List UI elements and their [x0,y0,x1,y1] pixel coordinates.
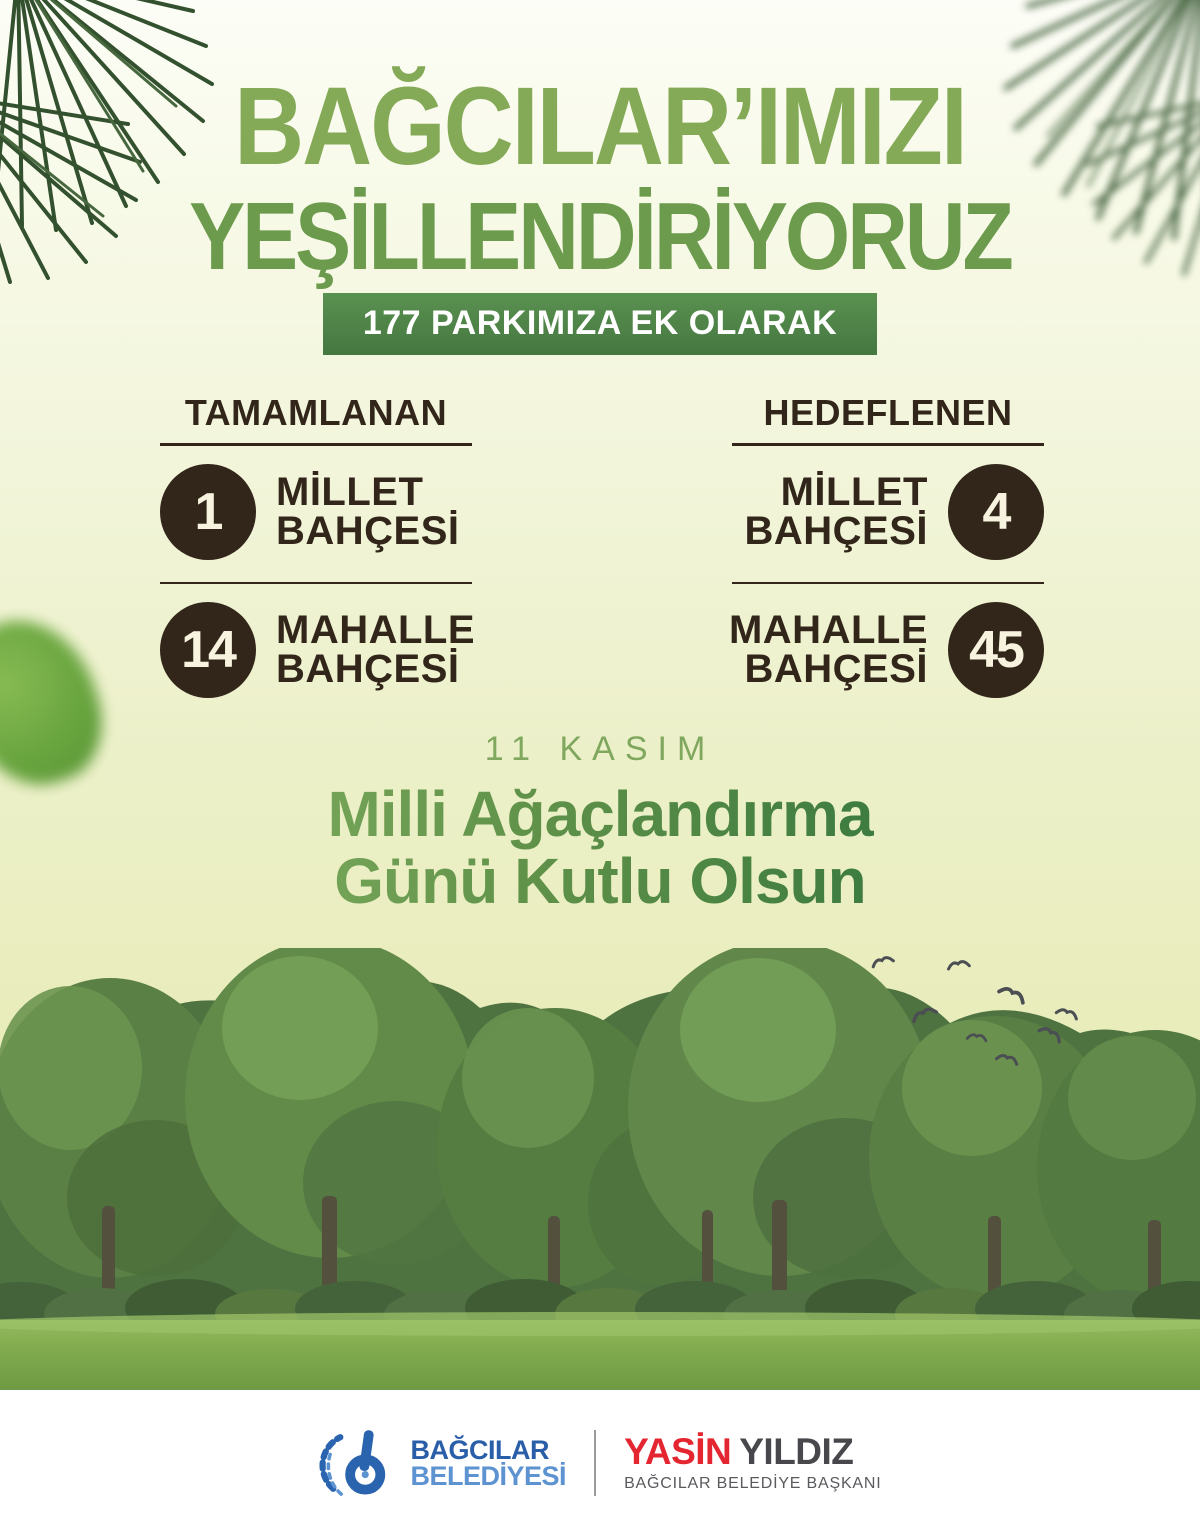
completed-mahalle-count: 14 [160,602,256,698]
completed-mahalle-label [276,607,476,691]
mayor-title: BAĞCILAR BELEDİYE BAŞKANI [624,1475,882,1492]
municipality-logo-icon [319,1421,399,1505]
label-line: BAHÇESİ [744,509,928,553]
targeted-mahalle-row [728,602,1044,698]
poster-title-line-2: YEŞİLLENDİRİYORUZ [189,182,1011,290]
completed-header: TAMAMLANAN [160,392,472,446]
targeted-millet-count: 4 [948,464,1044,560]
stats-section [160,392,1044,698]
mayor-first-name: YASİN [624,1431,732,1472]
municipality-line-2: BELEDİYESİ [410,1461,567,1491]
celebration-message-line-2: Günü Kutlu Olsun [334,844,866,917]
badge-row [0,293,1200,355]
label-line: MİLLET [276,469,424,514]
celebration-date: 11 KASIM [484,730,716,768]
tree-row-illustration [0,948,1200,1390]
mayor-block [624,1433,881,1493]
municipality-line-1: BAĞCILAR [410,1434,550,1465]
targeted-millet-label [744,469,928,553]
footer-divider [594,1430,596,1496]
targeted-mahalle-count: 45 [948,602,1044,698]
label-line: BAHÇESİ [276,647,460,691]
poster-title [0,63,1200,290]
completed-millet-count: 1 [160,464,256,560]
celebration-message-line-1: Milli Ağaçlandırma [327,778,873,850]
targeted-header: HEDEFLENEN [732,392,1044,446]
completed-millet-row [160,464,472,560]
tree-crowns [0,948,1200,1306]
footer [0,1390,1200,1536]
completed-mahalle-row [160,602,476,698]
completed-column [160,392,476,698]
celebration-section [0,730,1200,917]
label-line: MİLLET [780,469,928,514]
mayor-last-name: YILDIZ [739,1431,854,1472]
targeted-millet-row [732,464,1044,560]
municipality-name [410,1434,567,1491]
label-line: MAHALLE [276,607,476,652]
mayor-name [624,1433,881,1470]
divider [160,582,472,584]
divider [732,582,1044,584]
label-line: BAHÇESİ [744,647,928,691]
targeted-column [728,392,1044,698]
completed-millet-label [276,469,460,553]
celebration-message [0,778,1200,917]
label-line: BAHÇESİ [276,509,460,553]
parks-badge: 177 PARKIMIZA EK OLARAK [323,293,877,355]
poster-title-line-1: BAĞCILAR’IMIZI [234,63,966,188]
label-line: MAHALLE [728,607,928,652]
targeted-mahalle-label [728,607,928,691]
